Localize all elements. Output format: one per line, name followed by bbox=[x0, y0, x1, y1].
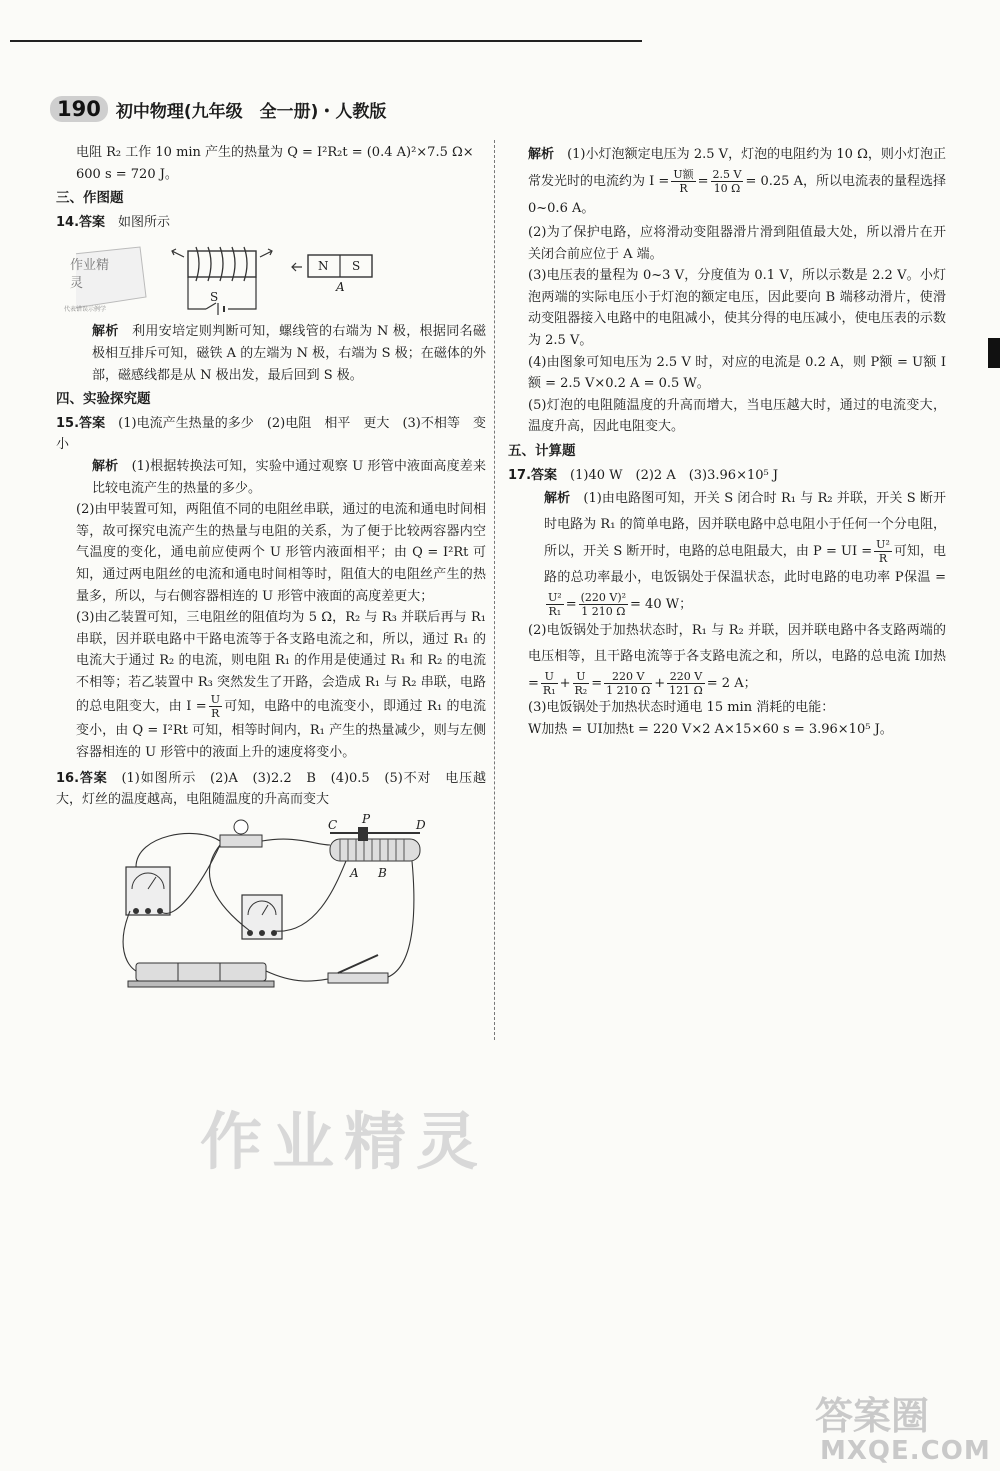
magnet-s-label: S bbox=[352, 259, 361, 274]
analysis-text: (1)由电路图可知，开关 S 闭合时 R₁ 与 R₂ 并联，开关 S 断开时电路为 R₁ 的简单电路，因并联电路中总电阻小于任何一个分电阻，所以，开关 S 断开时，电路的总电阻最大，由 P = UI = bbox=[544, 491, 946, 560]
terminal-a-label: A bbox=[350, 865, 359, 880]
analysis-label: 解析 bbox=[92, 458, 119, 474]
section-heading: 三、作图题 bbox=[56, 190, 124, 207]
text-line: 600 s = 720 J。 bbox=[76, 166, 178, 182]
answer-label: 16.答案 bbox=[56, 770, 108, 786]
denominator: R₁ bbox=[542, 684, 556, 698]
left-column bbox=[56, 142, 487, 1001]
switch-s-label: S bbox=[210, 290, 219, 305]
fraction bbox=[209, 693, 222, 720]
analysis-text: = 0.25 A，所以电流表的量程选择 0~0.6 A。 bbox=[528, 174, 947, 216]
q15-answer bbox=[56, 413, 486, 456]
analysis-text: (1)小灯泡额定电压为 2.5 V，灯泡的电阻约为 10 Ω，则小灯泡正常发光时的电流约为 I = bbox=[528, 147, 946, 189]
magnet-a-label: A bbox=[336, 280, 345, 295]
q15-analysis-3 bbox=[76, 607, 486, 764]
slider-p-label: P bbox=[362, 811, 371, 826]
numerator: U额 bbox=[673, 168, 694, 181]
answer-text: (1)电流产生热量的多少 (2)电阻 相平 更大 (3)不相等 变小 bbox=[56, 415, 486, 453]
solenoid bbox=[172, 247, 272, 315]
fraction bbox=[874, 538, 892, 565]
denominator: R bbox=[878, 552, 888, 566]
denominator: R₁ bbox=[548, 605, 562, 619]
analysis-label: 解析 bbox=[92, 324, 119, 340]
q17-analysis-1 bbox=[528, 486, 946, 618]
book-title: 初中物理(九年级 全一册)・人教版 bbox=[115, 101, 387, 122]
voltmeter bbox=[242, 895, 282, 939]
text-line: 电阻 R₂ 工作 10 min 产生的热量为 Q = I²R₂t = (0.4 A)²×7.5 Ω× bbox=[76, 145, 474, 160]
q17-analysis-4: W加热 = UI加热t = 220 V×2 A×15×60 s = 3.96×10⁵ J。 bbox=[528, 721, 893, 737]
right-column bbox=[508, 141, 947, 740]
q16-analysis-1 bbox=[528, 141, 946, 222]
numerator: U bbox=[210, 693, 220, 707]
answer-label: 15.答案 bbox=[56, 415, 106, 431]
answer-label: 14.答案 bbox=[56, 214, 106, 230]
answer-text: (1)如图所示 (2)A (3)2.2 B (4)0.5 (5)不对 电压越大，灯丝的温度越高，电阻随温度的升高而变大 bbox=[56, 770, 486, 808]
terminal-c-label: C bbox=[328, 817, 338, 832]
ammeter bbox=[126, 867, 170, 915]
numerator: U² bbox=[548, 591, 562, 605]
analysis-text: = 40 W； bbox=[630, 597, 693, 613]
denominator: 121 Ω bbox=[669, 684, 703, 698]
numerator: 220 V bbox=[667, 670, 705, 684]
column-divider bbox=[494, 140, 495, 1040]
stamp-text: 作业精灵 bbox=[70, 258, 110, 292]
analysis-text: (1)根据转换法可知，实验中通过观察 U 形管中液面高度差来比较电流产生的热量的多少。 bbox=[92, 458, 486, 496]
analysis-label: 解析 bbox=[528, 147, 555, 162]
analysis-label: 解析 bbox=[544, 491, 571, 507]
q15-analysis-2: (2)由甲装置可知，两阻值不同的电阻丝串联，通过的电流和通电时间相等，故可探究电流产生的热量与电阻的关系，为了便于比较两容器内空气温度的变化，通电前应使两个 U 形管内液面相平；由 Q = I²Rt 可知，通过两电阻丝的电流和通电时间相等时，阻值大的电阻丝产生的热量多，所以，与右侧容器相连的 U 形管中液面的高度差更大； bbox=[76, 502, 486, 604]
q16-analysis-4: (4)由图象可知电压为 2.5 V 时，对应的电流是 0.2 A，则 P额 = U额 I额 = 2.5 V×0.2 A = 0.5 W。 bbox=[528, 354, 946, 392]
plus-sign: + bbox=[654, 676, 666, 692]
section-heading: 四、实验探究题 bbox=[56, 391, 151, 408]
q16-analysis-2: (2)为了保护电路，应将滑动变阻器滑片滑到阻值最大处，所以滑片在开关闭合前应位于 A 端。 bbox=[528, 225, 946, 262]
fraction bbox=[546, 591, 564, 618]
numerator: 220 V bbox=[604, 670, 652, 684]
numerator: (220 V)² bbox=[580, 591, 627, 605]
terminal-b-label: B bbox=[378, 865, 387, 880]
terminal-d-label: D bbox=[416, 817, 426, 832]
circuit-diagram bbox=[116, 815, 436, 995]
rheostat bbox=[330, 827, 420, 861]
fraction bbox=[711, 168, 744, 195]
watermark-logo: 答案圈 bbox=[815, 1394, 930, 1438]
section-heading: 五、计算题 bbox=[508, 442, 576, 459]
edge-tab bbox=[988, 338, 1000, 368]
solenoid-magnet-diagram bbox=[76, 237, 486, 315]
q15-analysis-1 bbox=[76, 456, 486, 499]
q17-analysis-3: (3)电饭锅处于加热状态时通电 15 min 消耗的电能： bbox=[528, 700, 835, 716]
q14-figure bbox=[64, 237, 486, 315]
watermark-url: MXQE.COM bbox=[820, 1436, 991, 1466]
q17-analysis-2 bbox=[528, 618, 946, 697]
numerator: U bbox=[573, 670, 590, 684]
fraction bbox=[667, 670, 705, 697]
q16-answer bbox=[56, 768, 486, 811]
analysis-text: 利用安培定则判断可知，螺线管的右端为 N 极，根据同名磁极相互排斥可知，磁铁 A 的左端为 N 极，右端为 S 极；在磁体的外部，磁感线都是从 N 极出发，最后回到 S 极。 bbox=[92, 324, 486, 383]
analysis-text: (2)电饭锅处于加热状态时，R₁ 与 R₂ 并联，因并联电路中各支路两端的电压相等，且干路电流等于各支路电流之和，所以，电路的总电流 I加热 = bbox=[528, 623, 946, 692]
q14-answer bbox=[56, 212, 486, 234]
q16-analysis-5: (5)灯泡的电阻随温度的升高而增大，当电压越大时，通过的电流变大，温度升高，因此电阻变大。 bbox=[528, 397, 946, 435]
equals-sign: = bbox=[591, 676, 603, 692]
switch bbox=[328, 955, 388, 983]
analysis-text: 可知，电路的总功率最小，电饭锅处于保温状态，此时电路的电功率 P保温 = bbox=[544, 544, 946, 586]
answer-text: 如图所示 bbox=[118, 214, 171, 230]
fraction bbox=[579, 591, 628, 618]
fraction bbox=[604, 670, 652, 697]
analysis-text: 可知，电路中的电流变小，即通过 R₁ 的电流变小，由 Q = I²Rt 可知，相等时间内，R₁ 产生的热量减少，则与左侧容器相连的 U 形管中的液面上升的速度将变小。 bbox=[76, 699, 487, 761]
analysis-text: = 2 A； bbox=[706, 676, 757, 692]
magnet-n-label: N bbox=[318, 259, 329, 274]
analysis-text: (3)由乙装置可知，三电阻丝的阻值均为 5 Ω，R₂ 与 R₃ 并联后再与 R₁ 串联，因并联电路中干路电流等于各支路电流之和，所以，通过 R₁ 的电流大于通过 R₂ 的电流，则电阻 R₁ 的作用是使通过 R₁ 和 R₂ 的电流不相等；若乙装置中 R₃ 突然发生了开路，会造成 R₁ 与 R₂ 串联，电路的总电阻变大，由 I = bbox=[76, 610, 486, 715]
fraction bbox=[541, 670, 558, 697]
denominator: 1 210 Ω bbox=[581, 605, 626, 619]
lamp bbox=[220, 820, 262, 847]
answer-text: (1)40 W (2)2 A (3)3.96×10⁵ J bbox=[570, 467, 779, 483]
battery bbox=[128, 963, 274, 987]
header-rule bbox=[10, 40, 642, 42]
fraction bbox=[671, 168, 695, 195]
equals-sign: = bbox=[697, 174, 709, 189]
denominator: R bbox=[211, 707, 220, 721]
fraction bbox=[573, 670, 590, 697]
numerator: U bbox=[541, 670, 558, 684]
plus-sign: + bbox=[559, 676, 571, 692]
denominator: R bbox=[679, 182, 688, 195]
equals-sign: = bbox=[565, 597, 577, 613]
page-number: 190 bbox=[50, 96, 108, 122]
denominator: 10 Ω bbox=[713, 182, 741, 195]
stamp-small-text: 代表错误示例学 bbox=[64, 306, 107, 314]
page-header bbox=[50, 96, 386, 122]
denominator: 1 210 Ω bbox=[606, 684, 651, 698]
answer-label: 17.答案 bbox=[508, 467, 558, 483]
denominator: R₂ bbox=[574, 684, 588, 698]
numerator: 2.5 V bbox=[712, 168, 742, 181]
numerator: U² bbox=[876, 538, 890, 552]
q14-analysis bbox=[76, 321, 486, 386]
q16-analysis-3: (3)电压表的量程为 0~3 V，分度值为 0.1 V，所以示数是 2.2 V。小灯泡两端的实际电压小于灯泡的额定电压，因此要向 B 端移动滑片，使滑动变阻器接入电路中的电阻减小，使其分得的电压减小，使电压表的示数为 2.5 V。 bbox=[528, 268, 946, 348]
q16-circuit-figure bbox=[116, 811, 486, 995]
q17-answer bbox=[508, 465, 946, 487]
watermark-center: 作业精灵 bbox=[200, 1105, 489, 1178]
